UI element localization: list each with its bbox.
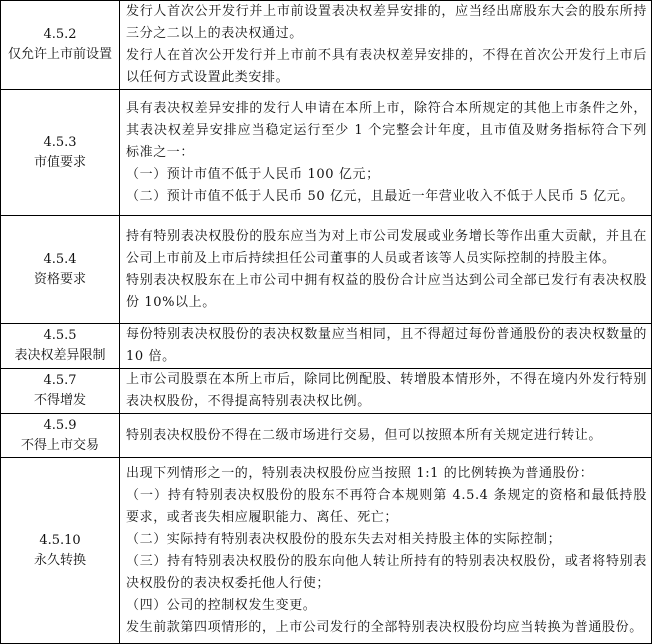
clause-paragraph: （二）实际持有特别表决权股份的股东失去对相关持股主体的实际控制；	[126, 531, 562, 547]
clause-content-cell	[120, 324, 652, 369]
clause-paragraph: 特别表决权股份不得在二级市场进行交易，但可以按照本所有关规定进行转让。	[126, 427, 603, 443]
table-row	[1, 414, 652, 458]
clause-title: 永久转换	[33, 552, 86, 568]
clause-paragraph: （四）公司的控制权发生变更。	[126, 597, 317, 613]
table-row	[1, 458, 652, 644]
clause-label-cell	[1, 216, 120, 324]
clause-content-cell	[120, 369, 652, 414]
table-row	[1, 324, 652, 369]
clause-content-cell	[120, 414, 652, 458]
clause-paragraph: 出现下列情形之一的，特别表决权股份应当按照 1:1 的比例转换为普通股份：	[126, 465, 594, 481]
clause-paragraph: （三）持有特别表决权股份的股东向他人转让所持有的特别表决权股份，或者将特别表决权股份的表决权委托他人行使；	[126, 553, 647, 591]
clause-content-cell	[120, 90, 652, 216]
clause-paragraph: 特别表决权股东在上市公司中拥有权益的股份合计应当达到公司全部已发行有表决权股份 10%以上。	[126, 272, 647, 310]
clause-paragraph: 具有表决权差异安排的发行人申请在本所上市，除符合本所规定的其他上市条件之外，其表决权差异安排应当稳定运行至少 1 个完整会计年度，且市值及财务指标符合下列标准之一：	[126, 100, 647, 160]
clause-label-cell	[1, 90, 120, 216]
clause-paragraph: 每份特别表决权股份的表决权数量应当相同，且不得超过每份普通股份的表决权数量的 10 倍。	[126, 327, 647, 364]
table-row	[1, 1, 652, 90]
clause-label-cell	[1, 324, 120, 369]
clause-paragraph: 上市公司股票在本所上市后，除同比例配股、转增股本情形外，不得在境内外发行特别表决权股份，不得提高特别表决权比例。	[126, 372, 647, 409]
clause-title: 不得上市交易	[20, 437, 99, 453]
clause-title: 资格要求	[33, 271, 86, 287]
clause-content-cell	[120, 458, 652, 644]
table-row	[1, 90, 652, 216]
table-row	[1, 369, 652, 414]
clause-paragraph: 发行人在首次公开发行并上市前不具有表决权差异安排的，不得在首次公开发行上市后以任何方式设置此类安排。	[126, 48, 647, 85]
clause-number: 4.5.7	[43, 373, 77, 388]
clause-content-cell	[120, 216, 652, 324]
clause-label-cell	[1, 458, 120, 644]
clause-number: 4.5.3	[43, 134, 77, 150]
clause-number: 4.5.9	[43, 417, 77, 433]
clause-number: 4.5.5	[43, 328, 77, 343]
clause-paragraph: （二）预计市值不低于人民币 50 亿元，且最近一年营业收入不低于人民币 5 亿元。	[126, 188, 634, 204]
clause-paragraph: （一）预计市值不低于人民币 100 亿元；	[126, 166, 380, 182]
clause-paragraph: （一）持有特别表决权股份的股东不再符合本规则第 4.5.4 条规定的资格和最低持股要求，或者丧失相应履职能力、离任、死亡；	[126, 487, 647, 525]
clause-number: 4.5.4	[43, 251, 77, 267]
clause-label-cell	[1, 414, 120, 458]
table-row	[1, 216, 652, 324]
clause-number: 4.5.2	[43, 27, 77, 42]
clause-paragraph: 发行人首次公开发行并上市前设置表决权差异安排的，应当经出席股东大会的股东所持三分之二以上的表决权通过。	[126, 4, 647, 41]
clause-title: 仅允许上市前设置	[7, 47, 112, 62]
clause-label-cell	[1, 1, 120, 90]
clause-title: 表决权差异限制	[14, 348, 106, 363]
clause-label-cell	[1, 369, 120, 414]
clause-number: 4.5.10	[39, 532, 81, 548]
clause-title: 市值要求	[33, 154, 86, 170]
clause-content-cell	[120, 1, 652, 90]
clause-title: 不得增发	[33, 393, 86, 408]
clause-paragraph: 持有特别表决权股份的股东应当为对上市公司发展或业务增长等作出重大贡献，并且在公司上市前及上市后持续担任公司董事的人员或者该等人员实际控制的持股主体。	[126, 228, 647, 266]
clause-paragraph: 发生前款第四项情形的，上市公司发行的全部特别表决权股份均应当转换为普通股份。	[126, 619, 643, 635]
